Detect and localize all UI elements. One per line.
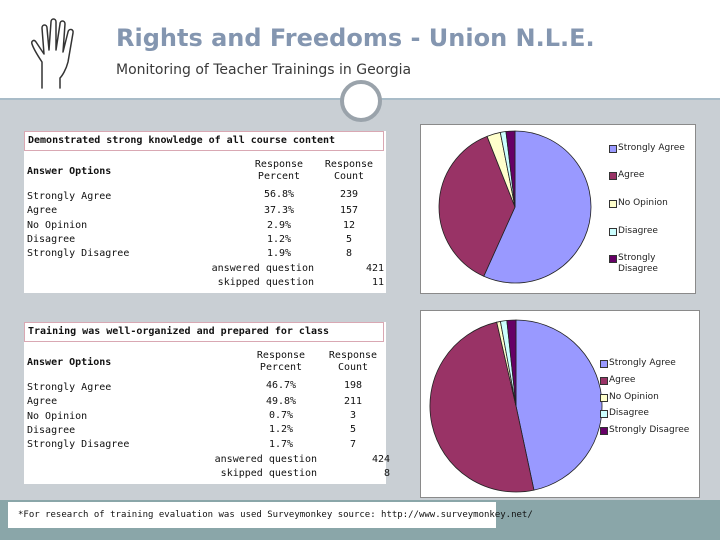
row-percent: 37.3% xyxy=(263,205,295,216)
legend-label: Agree xyxy=(618,170,645,180)
row-option: Strongly Disagree xyxy=(27,248,130,259)
legend-label: Strongly Disagree xyxy=(618,253,658,274)
row-percent: 1.2% xyxy=(266,234,292,245)
legend-label: Disagree xyxy=(609,408,649,418)
row-percent: 49.8% xyxy=(265,396,297,407)
row-count: 198 xyxy=(343,380,363,391)
row-count: 3 xyxy=(349,410,357,421)
row-percent: 2.9% xyxy=(266,220,292,231)
row-option: Strongly Disagree xyxy=(27,439,130,450)
legend-swatch xyxy=(609,255,617,263)
ring-icon xyxy=(340,80,382,122)
footer-source-note: *For research of training evaluation was used Surveymonkey source: http://www.surveymonkey.net/ xyxy=(8,502,496,528)
legend-label: Disagree xyxy=(618,226,658,236)
pie-chart-panel-1 xyxy=(420,124,696,294)
row-count: 8 xyxy=(345,248,353,259)
legend-swatch xyxy=(600,427,608,435)
row-percent: 1.9% xyxy=(266,248,292,259)
row-option: Agree xyxy=(27,396,58,407)
pie-chart-panel-2 xyxy=(420,310,700,498)
row-count: 12 xyxy=(342,220,356,231)
col-answer-options: Answer Options xyxy=(27,166,112,177)
page-subtitle: Monitoring of Teacher Trainings in Georgia xyxy=(116,62,412,78)
col-response-count: Response Count xyxy=(324,159,374,182)
legend-label: No Opinion xyxy=(618,198,668,208)
row-option: Strongly Agree xyxy=(27,382,112,393)
row-option: Disagree xyxy=(27,425,76,436)
row-option: Strongly Agree xyxy=(27,191,112,202)
answered-question-label: answered question xyxy=(211,263,314,274)
legend-swatch xyxy=(609,200,617,208)
survey-table-1 xyxy=(24,131,386,293)
legend-label: No Opinion xyxy=(609,392,659,402)
answered-question-label: answered question xyxy=(214,454,317,465)
row-option: Agree xyxy=(27,205,58,216)
skipped-question-label: skipped question xyxy=(217,277,314,288)
row-percent: 0.7% xyxy=(268,410,294,421)
survey-table-2 xyxy=(24,322,390,484)
row-option: Disagree xyxy=(27,234,76,245)
row-percent: 56.8% xyxy=(263,189,295,200)
legend-swatch xyxy=(600,377,608,385)
legend-swatch xyxy=(609,228,617,236)
row-count: 7 xyxy=(349,439,357,450)
legend-swatch xyxy=(600,360,608,368)
row-count: 5 xyxy=(349,424,357,435)
row-count: 157 xyxy=(339,205,359,216)
row-count: 211 xyxy=(343,396,363,407)
col-response-count: Response Count xyxy=(328,350,378,373)
row-option: No Opinion xyxy=(27,411,88,422)
page-title: Rights and Freedoms - Union N.L.E. xyxy=(116,24,595,52)
legend-swatch xyxy=(609,172,617,180)
legend-label: Strongly Agree xyxy=(609,358,676,368)
row-percent: 1.2% xyxy=(268,424,294,435)
question-title: Training was well-organized and prepared for class xyxy=(24,322,384,342)
col-response-percent: Response Percent xyxy=(254,159,304,182)
row-count: 239 xyxy=(339,189,359,200)
skipped-question-label: skipped question xyxy=(220,468,317,479)
col-answer-options: Answer Options xyxy=(27,357,112,368)
skipped-question-value: 11 xyxy=(371,277,384,288)
legend-swatch xyxy=(600,410,608,418)
answered-question-value: 424 xyxy=(371,454,390,465)
legend-label: Agree xyxy=(609,375,636,385)
col-response-percent: Response Percent xyxy=(256,350,306,373)
row-option: No Opinion xyxy=(27,220,88,231)
hand-icon xyxy=(30,18,90,90)
pie-chart xyxy=(421,311,699,497)
row-percent: 1.7% xyxy=(268,439,294,450)
legend-swatch xyxy=(600,394,608,402)
skipped-question-value: 8 xyxy=(383,468,390,479)
answered-question-value: 421 xyxy=(365,263,384,274)
row-count: 5 xyxy=(345,234,353,245)
legend-swatch xyxy=(609,145,617,153)
row-percent: 46.7% xyxy=(265,380,297,391)
question-title: Demonstrated strong knowledge of all course content xyxy=(24,131,384,151)
legend-label: Strongly Disagree xyxy=(609,425,690,435)
legend-label: Strongly Agree xyxy=(618,143,685,153)
